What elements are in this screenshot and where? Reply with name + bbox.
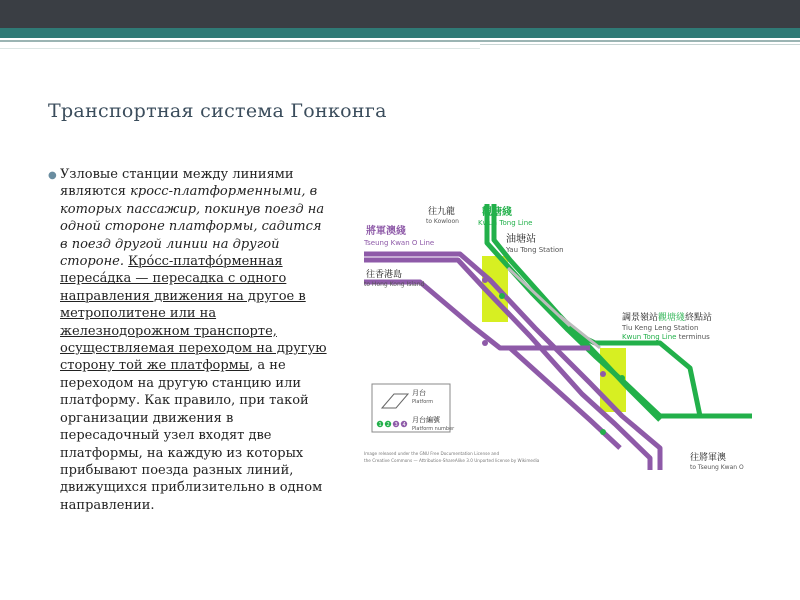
- tkl-station-en: Tiu Keng Leng Station: [622, 324, 699, 332]
- to-hk-island-en: to Hong Kong Island: [364, 281, 425, 288]
- paragraph-part1: Узловые станции между линиями являются: [60, 167, 294, 200]
- kwun-tong-line-en: Kwun Tong Line: [478, 219, 533, 227]
- paragraph-definition-link[interactable]: Кро́сс-платфо́рменная переса́дка — пересадка с одного направления движения на другое в метрополитене или на железнодорожном транспорте, осуществляемая переходом на другую сторону той же платформы: [60, 254, 327, 374]
- legend-platform-en: Platform: [412, 399, 434, 405]
- platform-marker-2: [499, 293, 505, 299]
- slide-title: Транспортная система Гонконга: [48, 100, 387, 122]
- paragraph-italic: кросс-платформенными, в которых пассажир, покинув поезд на одной стороне платформы, садится в поезд другой линии на другой стороне.: [60, 184, 325, 270]
- paragraph-part2: , а не переходом на другую станцию или платформу. Как правило, при такой организации движения в пересадочный узел входят две платформы, на каждую из которых прибывают поезда разных линий, движущихся приблизительно в одном направлении.: [60, 358, 323, 513]
- image-credit-line1: Image released under the GNU Free Documentation License and: [364, 451, 500, 456]
- tko-line-en: Tseung Kwan O Line: [364, 239, 435, 247]
- legend-platform-zh: 月台: [412, 389, 426, 397]
- to-tko-zh: 往將軍澳: [690, 453, 727, 463]
- image-credit-line2: the Creative Commons — Attribution-ShareAlike 3.0 Unported license by Wikimedia: [364, 458, 540, 463]
- legend-num-1: 1: [378, 422, 382, 428]
- kwun-tong-line-zh: 觀塘綫: [482, 207, 512, 218]
- tkl-station-zh: 調景嶺站觀塘綫終點站: [622, 313, 713, 323]
- platform-marker-1: [482, 277, 488, 283]
- interchange-svg: [360, 198, 760, 480]
- legend-num-4: 4: [402, 422, 406, 428]
- legend-num-2: 2: [386, 422, 390, 428]
- slide-body: [48, 166, 330, 514]
- legend: [372, 384, 455, 432]
- top-teal-band: [0, 28, 800, 38]
- bullet-icon: ●: [48, 170, 57, 181]
- to-kowloon-en: to Kowloon: [426, 218, 459, 225]
- to-kowloon-zh: 往九龍: [428, 207, 456, 217]
- bullet-paragraph: [60, 166, 330, 514]
- to-hk-island-zh: 往香港島: [366, 270, 403, 280]
- legend-number-en: Platform number: [412, 426, 455, 432]
- legend-num-3: 3: [394, 422, 398, 428]
- platform-marker-3: [482, 340, 488, 346]
- platform-marker-6: [619, 375, 625, 381]
- tko-line-zh: 將軍澳綫: [366, 226, 406, 237]
- platform-marker-5: [600, 429, 606, 435]
- tkl-terminus: Kwun Tong Line terminus: [622, 333, 710, 341]
- interchange-diagram: [360, 198, 760, 480]
- to-tko-en: to Tseung Kwan O: [690, 464, 744, 471]
- yau-tong-en: Yau Tong Station: [506, 246, 564, 254]
- yau-tong-zh: 油塘站: [506, 234, 536, 245]
- header-divider-left: [0, 48, 480, 49]
- platform-marker-4: [600, 371, 606, 377]
- header-divider-right: [480, 44, 800, 45]
- legend-number-zh: 月台編號: [412, 416, 440, 424]
- top-dark-band: [0, 0, 800, 28]
- header-divider: [0, 40, 800, 42]
